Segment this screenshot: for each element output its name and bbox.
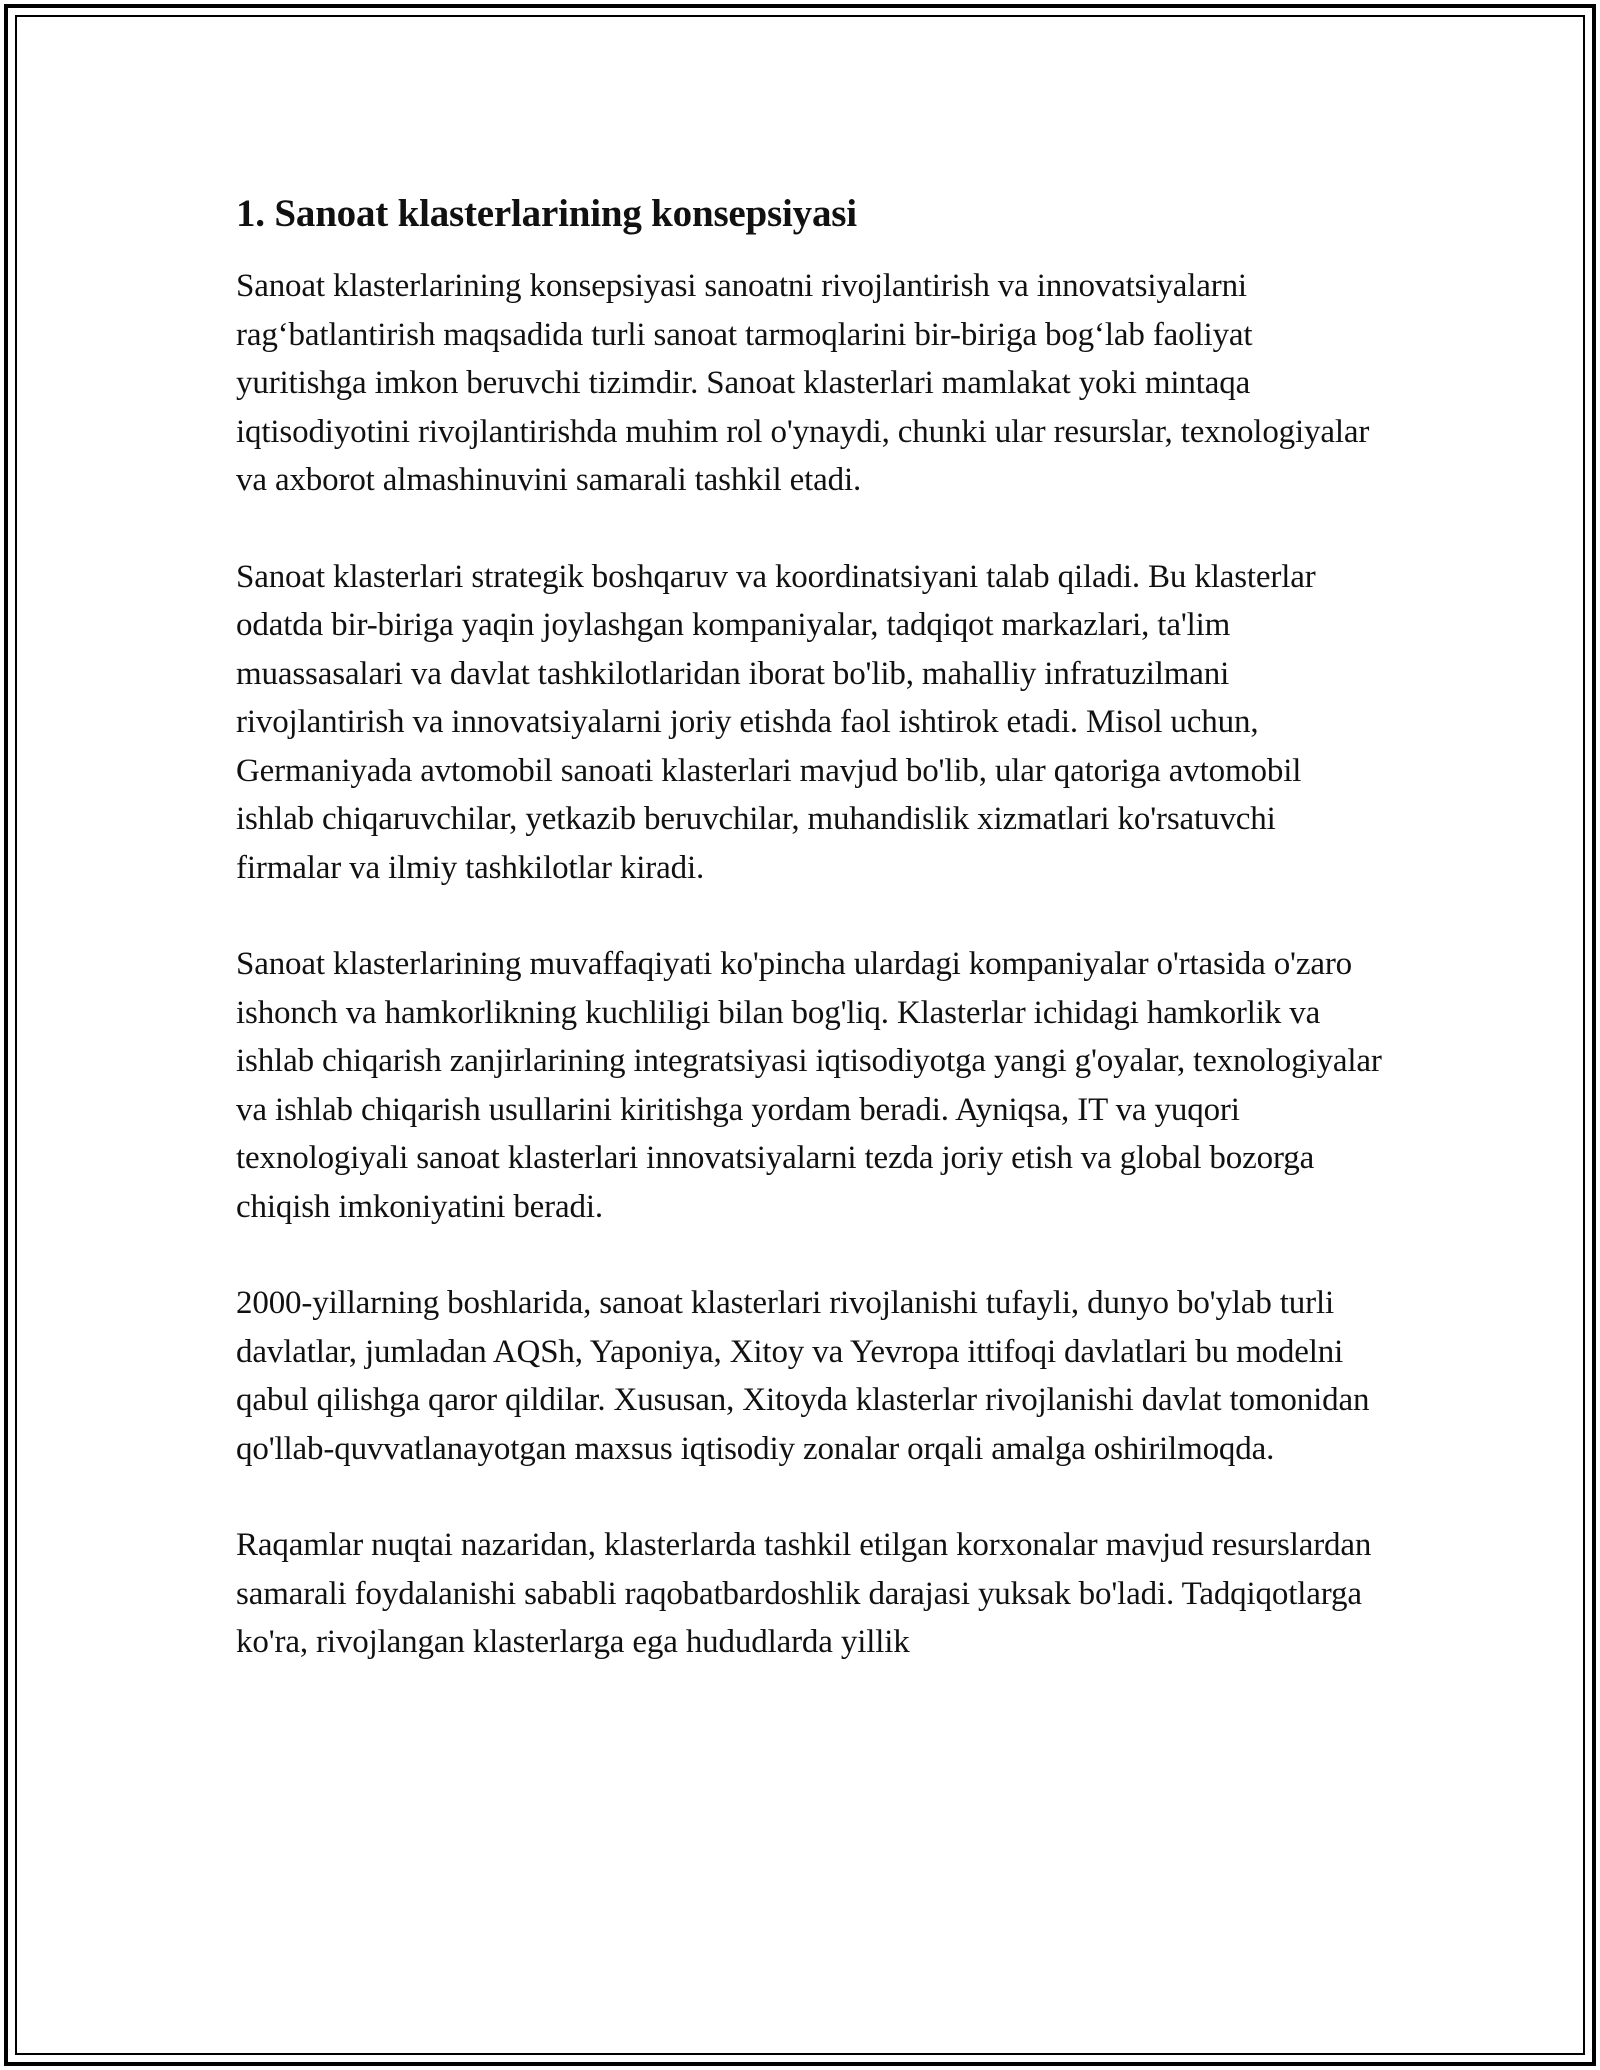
paragraph-2: Sanoat klasterlari strategik boshqaruv va koordinatsiyani talab qiladi. Bu klasterlar odatda bir-biriga yaqin joylashgan kompaniyalar, tadqiqot markazlari, ta'lim muassasalari va davlat tashkilotlaridan iborat bo'lib, mahalliy infratuzilmani rivojlantirish va innovatsiyalarni joriy etishda faol ishtirok etadi. Misol uchun, Germaniyada avtomobil sanoati klasterlari mavjud bo'lib, ular qatoriga avtomobil ishlab chiqaruvchilar, yetkazib beruvchilar, muhandislik xizmatlari ko'rsatuvchi firmalar va ilmiy tashkilotlar kiradi. (236, 558, 1316, 886)
paragraph-3: Sanoat klasterlarining muvaffaqiyati ko'pincha ulardagi kompaniyalar o'rtasida o'zaro ishonch va hamkorlikning kuchliligi bilan bog'liq. Klasterlar ichidagi hamkorlik va ishlab chiqarish zanjirlarining integratsiyasi iqtisodiyotga yangi g'oyalar, texnologiyalar va ishlab chiqarish usullarini kiritishga yordam beradi. Ayniqsa, IT va yuqori texnologiyali sanoat klasterlari innovatsiyalarni tezda joriy etish va global bozorga chiqish imkoniyatini beradi. (236, 946, 1382, 1225)
document-body (236, 188, 1386, 1715)
section-heading: 1. Sanoat klasterlarining konsepsiyasi (236, 192, 857, 235)
paragraph-1: Sanoat klasterlarining konsepsiyasi sanoatni rivojlantirish va innovatsiyalarni rag‘batlantirish maqsadida turli sanoat tarmoqlarini bir-biriga bog‘lab faoliyat yuritishga imkon beruvchi tizimdir. Sanoat klasterlari mamlakat yoki mintaqa iqtisodiyotini rivojlantirishda muhim rol o'ynaydi, chunki ular resurslar, texnologiyalar va axborot almashinuvini samarali tashkil etadi. (236, 268, 1370, 498)
paragraph-5: Raqamlar nuqtai nazaridan, klasterlarda tashkil etilgan korxonalar mavjud resurslardan samarali foydalanishi sababli raqobatbardoshlik darajasi yuksak bo'ladi. Tadqiqotlarga ko'ra, rivojlangan klasterlarga ega hududlarda yillik (236, 1527, 1372, 1660)
paragraph-4: 2000-yillarning boshlarida, sanoat klasterlari rivojlanishi tufayli, dunyo bo'ylab turli davlatlar, jumladan AQSh, Yaponiya, Xitoy va Yevropa ittifoqi davlatlari bu modelni qabul qilishga qaror qildilar. Xususan, Xitoyda klasterlar rivojlanishi davlat tomonidan qo'llab-quvvatlanayotgan maxsus iqtisodiy zonalar orqali amalga oshirilmoqda. (236, 1285, 1370, 1467)
